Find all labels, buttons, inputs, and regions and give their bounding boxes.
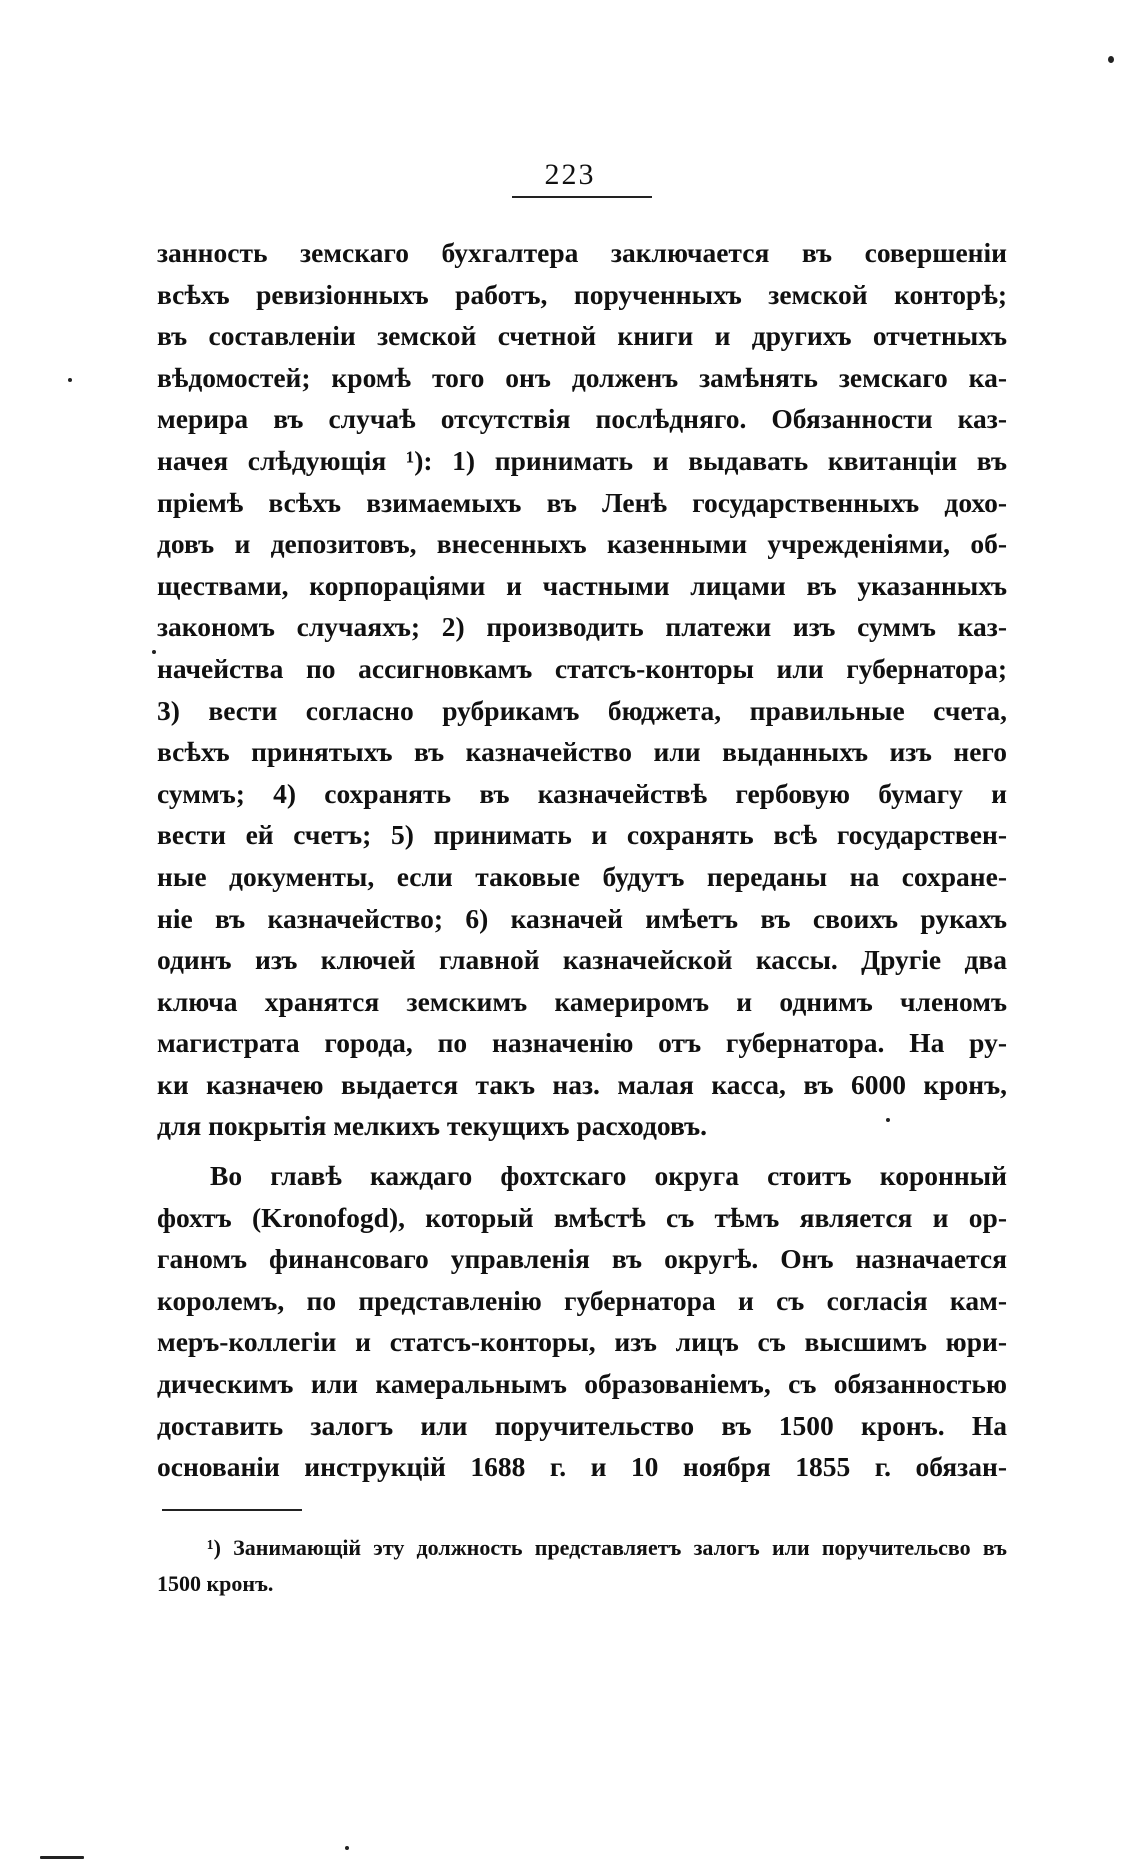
text-line: королемъ, по представленію губернатора и съ согласія кам-	[157, 1284, 1007, 1316]
text-line: 3) вести согласно рубрикамъ бюджета, правильные счета,	[157, 694, 1007, 726]
paragraph-first-line: Во главѣ каждаго фохтскаго округа стоитъ коронный	[210, 1160, 1007, 1192]
text-line: всѣхъ ревизіонныхъ работъ, порученныхъ земской конторѣ;	[157, 278, 1007, 310]
text-line: основаніи инструкцій 1688 г. и 10 ноября 1855 г. обязан-	[157, 1451, 1007, 1483]
text-line: ные документы, если таковые будутъ переданы на сохране-	[157, 860, 1007, 892]
text-line: ніе въ казначейство; 6) казначей имѣетъ въ своихъ рукахъ	[157, 902, 1007, 934]
text-line: пріемѣ всѣхъ взимаемыхъ въ Ленѣ государственныхъ дохо-	[157, 486, 1007, 518]
text-line: фохтъ (Kronofogd), который вмѣстѣ съ тѣмъ является и ор-	[157, 1201, 1007, 1233]
text-line: магистрата города, по назначенію отъ губернатора. На ру-	[157, 1027, 1007, 1059]
text-line: меръ-коллегіи и статсъ-конторы, изъ лицъ съ высшимъ юри-	[157, 1326, 1007, 1358]
text-line: ки казначею выдается такъ наз. малая касса, въ 6000 кронъ,	[157, 1068, 1007, 1100]
text-line: доставить залогъ или поручительство въ 1500 кронъ. На	[157, 1409, 1007, 1441]
footnote-line: 1500 кронъ.	[157, 1571, 274, 1596]
text-line: закономъ случаяхъ; 2) производить платежи изъ суммъ каз-	[157, 611, 1007, 643]
scan-speck	[68, 378, 72, 382]
footnote-line: ¹) Занимающій эту должность представляетъ залогъ или поручительсво въ	[207, 1535, 1007, 1560]
text-line: суммъ; 4) сохранять въ казначействѣ гербовую бумагу и	[157, 777, 1007, 809]
text-line: вести ей счетъ; 5) принимать и сохранять всѣ государствен-	[157, 819, 1007, 851]
text-line: вѣдомостей; кромѣ того онъ долженъ замѣнять земскаго ка-	[157, 361, 1007, 393]
scan-speck	[345, 1846, 349, 1850]
footnote-rule	[162, 1509, 302, 1511]
scan-speck	[886, 1118, 890, 1122]
scan-speck	[40, 1856, 84, 1859]
text-line: довъ и депозитовъ, внесенныхъ казенными учрежденіями, об-	[157, 528, 1007, 560]
header-rule	[512, 196, 652, 198]
text-line: для покрытія мелкихъ текущихъ расходовъ.	[157, 1110, 708, 1142]
footnote	[157, 1530, 1007, 1602]
text-line: ключа хранятся земскимъ камериромъ и однимъ членомъ	[157, 985, 1007, 1017]
text-line: мерира въ случаѣ отсутствія послѣдняго. Обязанности каз-	[157, 403, 1007, 435]
text-line: начея слѣдующія ¹): 1) принимать и выдавать квитанціи въ	[157, 444, 1007, 476]
text-line: ганомъ финансоваго управленія въ округѣ. Онъ назначается	[157, 1243, 1007, 1275]
text-line: занность земскаго бухгалтера заключается въ совершеніи	[157, 237, 1007, 268]
text-line: всѣхъ принятыхъ въ казначейство или выданныхъ изъ него	[157, 736, 1007, 768]
scan-speck	[1108, 56, 1114, 63]
page-number: 223	[544, 158, 596, 191]
text-line: въ составленіи земской счетной книги и другихъ отчетныхъ	[157, 320, 1007, 352]
body-text	[157, 232, 1007, 1488]
text-line: начейства по ассигновкамъ статсъ-конторы или губернатора;	[157, 652, 1007, 684]
text-line: ществами, корпораціями и частными лицами въ указанныхъ	[157, 569, 1007, 601]
text-line: одинъ изъ ключей главной казначейской кассы. Другіе два	[157, 944, 1007, 976]
scan-speck	[152, 650, 156, 654]
text-line: дическимъ или камеральнымъ образованіемъ, съ обязанностью	[157, 1368, 1007, 1400]
